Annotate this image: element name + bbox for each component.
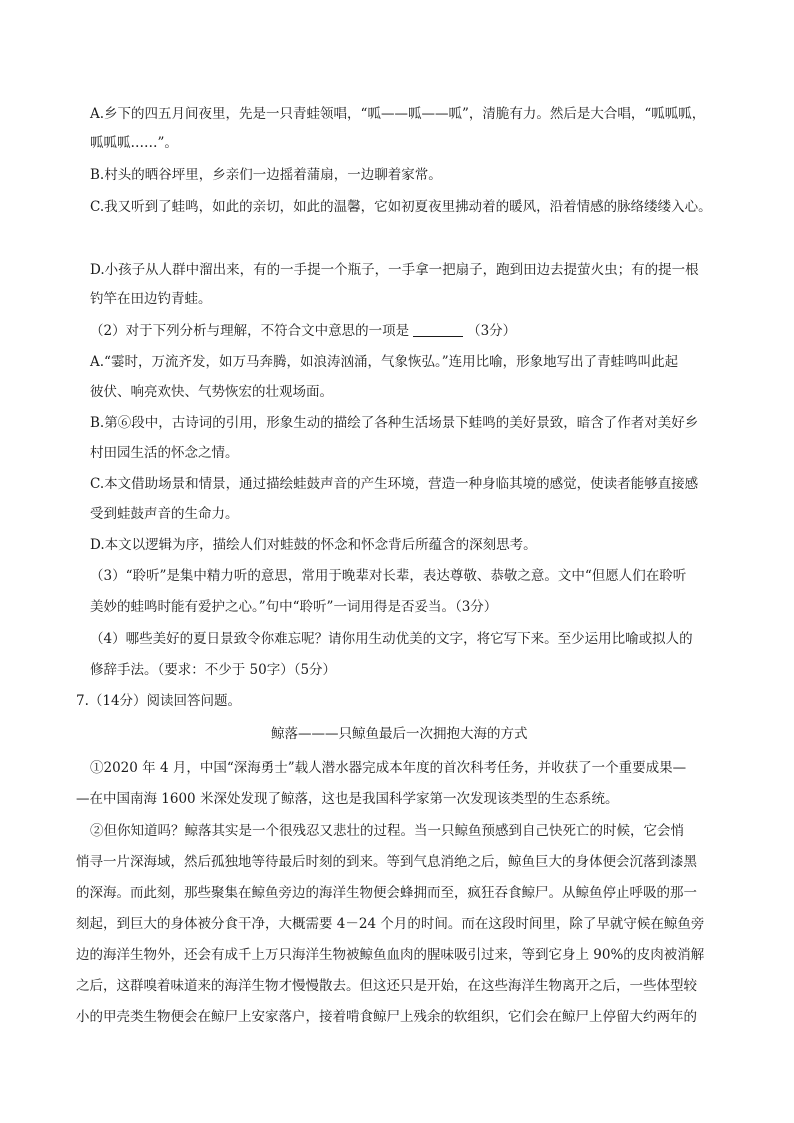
q2-option-c-line1: C.本文借助场景和情景，通过描绘蛙鼓声音的产生环境，营造一种身临其境的感觉，使读者能够直接感	[90, 476, 699, 492]
question-7-heading: 7.（14分）阅读回答问题。	[76, 693, 242, 709]
paragraph-1-line2: —在中国南海 1600 米深处发现了鲸落，这也是我国科学家第一次发现该类型的生态系统。	[76, 791, 619, 807]
paragraph-2-line3: 的深海。而此刻，那些聚集在鲸鱼旁边的海洋生物便会蜂拥而至，疯狂吞食鲸尸。从鲸鱼停止呼吸的那一	[76, 885, 697, 901]
question-6-3-line1: （3）“聆听”是集中精力听的意思，常用于晚辈对长辈，表达尊敬、恭敬之意。文中“但愿人们在聆听	[90, 568, 687, 584]
option-c: C.我又听到了蛙鸣，如此的亲切，如此的温馨，它如初夏夜里拂动着的暖风，沿着情感的脉络缕缕入心。	[90, 199, 712, 215]
q2-option-a-line1: A.“霎时，万流齐发，如万马奔腾，如浪涛汹涌，气象恢弘。”连用比喻，形象地写出了青蛙鸣叫此起	[90, 354, 679, 370]
q2-option-d: D.本文以逻辑为序，描绘人们对蛙鼓的怀念和怀念背后所蕴含的深刻思考。	[90, 537, 537, 553]
answer-blank[interactable]	[413, 322, 463, 337]
q2-option-c-line2: 受到蛙鼓声音的生命力。	[90, 506, 239, 522]
paragraph-2-line4: 刻起，到巨大的身体被分食干净，大概需要 4－24 个月的时间。而在这段时间里，除了早就守候在鲸鱼旁	[76, 916, 705, 932]
option-d-line1: D.小孩子从人群中溜出来，有的一手提一个瓶子，一手拿一把扇子，跑到田边去提萤火虫；有的提一根	[90, 262, 699, 278]
question-6-3-line2: 美妙的蛙鸣时能有爱护之心。”句中“聆听”一词用得是否妥当。（3分）	[90, 599, 498, 615]
option-b: B.村头的晒谷坪里，乡亲们一边摇着蒲扇，一边聊着家常。	[90, 167, 442, 183]
paragraph-2-line5: 边的海洋生物外，还会有成千上万只海洋生物被鲸鱼血肉的腥味吸引过来，等到它身上 90%的皮肉被消解	[76, 947, 705, 963]
paragraph-2-line6: 之后，这群嗅着味道来的海洋生物才慢慢散去。但这还只是开始，在这些海洋生物离开之后，一些体型较	[76, 978, 697, 994]
article-title: 鲸落———只鲸鱼最后一次拥抱大海的方式	[271, 726, 528, 742]
question-6-4-line2: 修辞手法。（要求：不少于 50字）（5分）	[90, 662, 337, 678]
paragraph-1-line1: ①2020 年 4 月，中国“深海勇士”载人潜水器完成本年度的首次科考任务，并收获了一个重要成果—	[90, 760, 687, 776]
paragraph-2-line1: ②但你知道吗？鲸落其实是一个很残忍又悲壮的过程。当一只鲸鱼预感到自己快死亡的时候，它会悄	[90, 823, 684, 839]
q2-option-b-line1: B.第⑥段中，古诗词的引用，形象生动的描绘了各种生活场景下蛙鸣的美好景致，暗含了作者对美好乡	[90, 415, 699, 431]
q2-option-a-line2: 彼伏、响亮欢快、气势恢宏的壮观场面。	[90, 384, 333, 400]
question-score: （3分）	[467, 323, 517, 339]
paragraph-2-line2: 悄寻一片深海域，然后孤独地等待最后时刻的到来。等到气息消绝之后，鲸鱼巨大的身体便会沉落到漆黑	[76, 854, 697, 870]
paragraph-2-line7: 小的甲壳类生物便会在鲸尸上安家落户，接着啃食鲸尸上残余的软组织，它们会在鲸尸上停留大约两年的	[76, 1009, 697, 1025]
q2-option-b-line2: 村田园生活的怀念之情。	[90, 445, 239, 461]
question-6-2-stem	[90, 321, 516, 341]
option-a-line2: 呱呱呱……”。	[90, 135, 178, 151]
option-a-line1: A.乡下的四五月间夜里，先是一只青蛙领唱，“呱——呱——呱”，清脆有力。然后是大合唱，“呱呱呱，	[90, 106, 706, 122]
question-6-4-line1: （4）哪些美好的夏日景致令你难忘呢？请你用生动优美的文字，将它写下来。至少运用比喻或拟人的	[90, 631, 693, 647]
question-stem-text: （2）对于下列分析与理解，不符合文中意思的一项是	[90, 323, 410, 339]
option-d-line2: 钓竿在田边钓青蛙。	[90, 291, 212, 307]
